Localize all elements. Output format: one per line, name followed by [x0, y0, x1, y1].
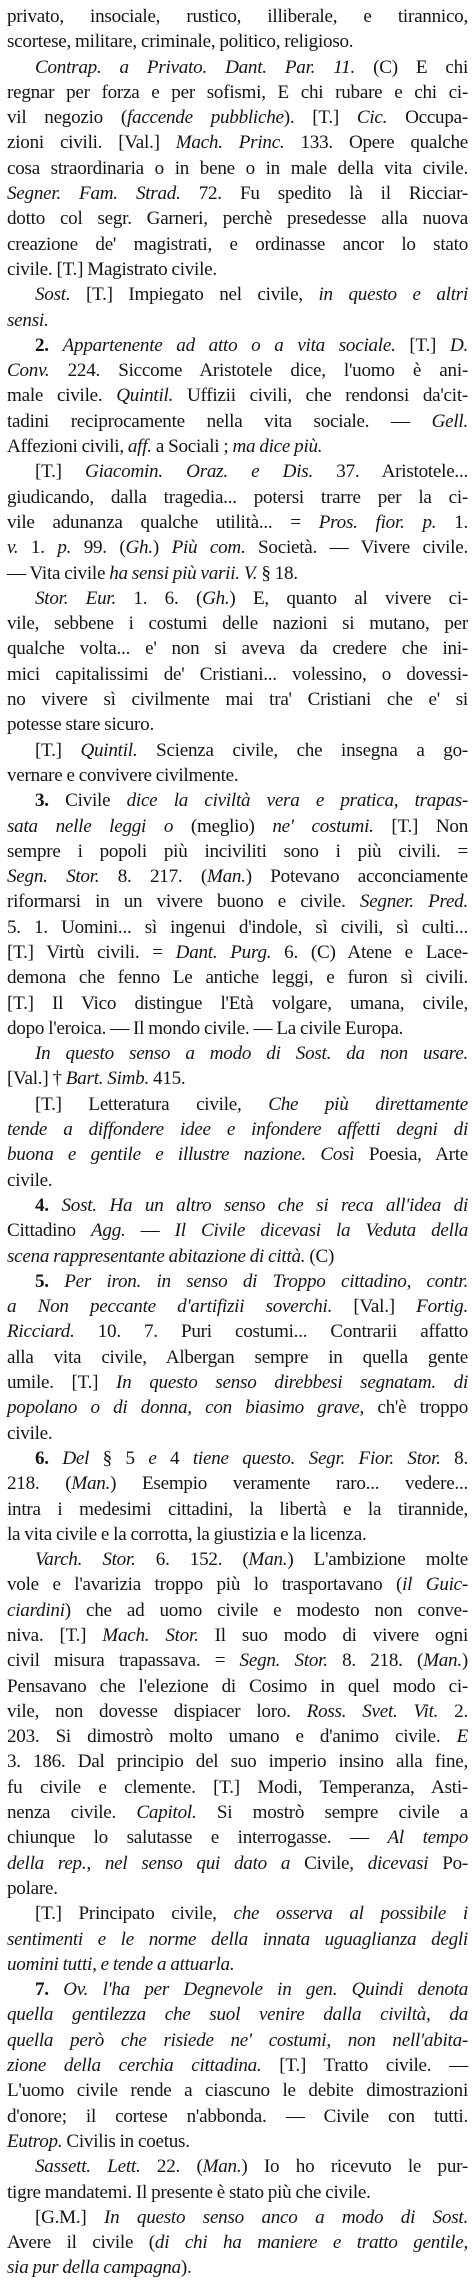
body-text: vil negozio ( — [7, 107, 127, 129]
body-text: male civile. — [7, 385, 117, 407]
text-line — [7, 839, 468, 864]
italic-text: Man. — [423, 1650, 462, 1672]
italic-text: uomini tutti, e tende a attuarla. — [7, 1953, 235, 1975]
text-line — [7, 308, 468, 333]
body-text: Pensavano che l'elezione di Cosimo in quel modo ci- — [7, 1675, 468, 1697]
text-line — [7, 282, 468, 307]
text-line — [7, 1446, 468, 1471]
italic-text: sentimenti e le norme della innata uguaglianza degli — [7, 1928, 468, 1950]
text-line — [7, 1927, 468, 1952]
text-line — [7, 1497, 468, 1522]
section-number: 5. — [35, 1270, 49, 1292]
italic-text: Eutrop. — [7, 2130, 63, 2152]
text-line — [7, 1016, 468, 1041]
italic-text: Mach. Princ. — [175, 132, 285, 154]
text-line — [7, 662, 468, 687]
text-line — [7, 358, 468, 383]
text-line — [7, 1370, 468, 1395]
body-text: 3. 186. Dal principio del suo imperio insino alla fine, — [7, 1751, 468, 1773]
body-text: [T.] Virtù civili. = — [7, 941, 176, 963]
italic-text: aff. — [127, 436, 152, 458]
body-text: cosa straordinaria o in bene o in male della vita civile. — [7, 157, 468, 179]
italic-text: Stor. Eur. — [35, 587, 116, 609]
italic-text: Per iron. in senso di Troppo cittadino, contr. — [64, 1270, 468, 1292]
text-line — [7, 130, 468, 155]
body-text: civile. — [7, 1169, 53, 1191]
body-text: 6. (C) Atene e Lace- — [271, 941, 468, 963]
text-line — [7, 333, 468, 358]
text-line — [7, 561, 468, 586]
body-text: ) — [152, 537, 172, 559]
body-text: L'uomo civile rende a ciascuno le debite dimostrazioni — [7, 2080, 468, 2102]
section-number: 2. — [35, 334, 49, 356]
body-text: scortese, militare, criminale, politico, religioso. — [7, 31, 354, 53]
text-line — [7, 1547, 468, 1572]
body-text: 415. — [149, 1068, 186, 1090]
italic-text: e — [148, 1447, 157, 1469]
body-text: (C) — [305, 1245, 335, 1267]
italic-text: Segner. Fam. Strad. — [7, 183, 181, 205]
text-line — [7, 485, 468, 510]
text-line — [7, 1345, 468, 1370]
italic-text: ha sensi più varii. V. — [109, 562, 258, 584]
italic-text: Ross. Svet. Vit. — [306, 1700, 439, 1722]
body-text: 218. ( — [7, 1473, 72, 1495]
text-line — [7, 1724, 468, 1749]
body-text — [306, 1144, 320, 1165]
italic-text: Man. — [71, 1473, 111, 1495]
italic-text: Appartenente ad atto o a vita sociale. — [62, 334, 396, 356]
body-text: Civile, — [290, 1852, 368, 1874]
text-line — [7, 738, 468, 763]
text-line — [7, 1193, 468, 1218]
body-text — [49, 1271, 64, 1292]
body-text: 1. — [436, 511, 469, 533]
body-text: niva. [T.] — [7, 1625, 103, 1646]
body-text: 133. Opere qualche — [284, 132, 468, 154]
italic-text: Bart. Simb. — [65, 1068, 150, 1090]
text-line — [7, 2230, 468, 2255]
body-text: ) Io ho ricevuto le pur- — [241, 2156, 468, 2178]
body-text: potesse stare sicuro. — [7, 714, 154, 736]
body-text: ) che ad uomo civile e modesto non conve- — [64, 1599, 468, 1621]
text-line — [7, 1749, 468, 1774]
text-line — [7, 1319, 468, 1344]
italic-text: quella però che risiede ne' costumi, non nell'abita- — [7, 2029, 468, 2051]
italic-text: Ov. l'ha per Degnevole in gen. Quindi denota — [63, 1979, 468, 2001]
body-text — [295, 1448, 309, 1469]
body-text: [T.] Letteratura civile, — [35, 1093, 269, 1115]
body-text — [49, 1195, 62, 1216]
text-line — [7, 1977, 468, 2002]
italic-text: ciardini — [7, 1599, 65, 1621]
italic-text: Sost. Ha un altro senso che si reca all'idea di — [61, 1194, 468, 1216]
body-text: ). [T.] — [283, 107, 357, 129]
italic-text: Sassett. Lett. — [35, 2156, 141, 2178]
italic-text: Giacomin. Oraz. e Dis. — [85, 461, 313, 483]
body-text: polare. — [7, 1877, 58, 1899]
text-line — [7, 1572, 468, 1597]
body-text: qualche volta... e' non si aveva da credere che ini- — [7, 638, 468, 660]
body-text: privato, insociale, rustico, illiberale, e tirannico, — [7, 6, 468, 27]
italic-text: Pros. fior. p. — [318, 511, 437, 533]
text-line — [7, 510, 468, 535]
text-line — [7, 1294, 468, 1319]
body-text: sempre i popoli più inciviliti sono i più civili. = — [7, 840, 468, 862]
body-text: vile, sebbene i costumi delle nazioni si mutano, per — [7, 613, 468, 635]
italic-text: Così — [320, 1144, 355, 1166]
body-text: ). — [180, 2257, 192, 2279]
italic-text: sia pur della campagna — [7, 2257, 181, 2279]
text-line — [7, 2028, 468, 2053]
section-number: 3. — [35, 790, 49, 812]
section-number: 4. — [35, 1194, 49, 1216]
body-text: 1. 6. ( — [115, 587, 203, 609]
text-line — [7, 156, 468, 181]
body-text: dopo l'eroica. — Il mondo civile. — La civile Europa. — [7, 1017, 404, 1039]
italic-text: Quintil. — [116, 385, 174, 407]
italic-text: di chi ha maniere e tratto gentile, — [154, 2232, 468, 2254]
body-text: civile. [T.] Magistrato civile. — [7, 258, 217, 280]
italic-text: Il Civile dicevasi la Veduta della — [174, 1220, 469, 1242]
italic-text: Che più direttamente — [268, 1093, 469, 1115]
text-line — [7, 2154, 468, 2179]
body-text: demona che fenno Le antiche leggi, e furon sì civili. — [7, 967, 468, 989]
body-text: ) Potevano acconciamente — [245, 866, 468, 888]
body-text — [49, 335, 63, 356]
body-text: ) Esempio veramente raro... vedere... — [110, 1473, 468, 1495]
italic-text: Quintil. — [80, 739, 138, 761]
text-line — [7, 1092, 468, 1117]
text-line — [7, 814, 468, 839]
text-line — [7, 1952, 468, 1977]
body-text: chiunque lo salutasse e interrogasse. — — [7, 1827, 388, 1849]
section-number: 7. — [35, 1979, 49, 2001]
text-line — [7, 459, 468, 484]
text-line — [7, 1218, 468, 1243]
text-line — [7, 181, 468, 206]
italic-text: Dant. Purg. — [175, 941, 272, 963]
body-text: Uffizii civili, che rendonsi da'cit- — [173, 385, 468, 407]
text-line — [7, 1522, 468, 1547]
italic-text: tiene questo. — [192, 1447, 296, 1469]
text-line — [7, 1699, 468, 1724]
body-text: [Val.] † — [7, 1068, 66, 1090]
body-text: zioni civili. [Val.] — [7, 132, 176, 154]
text-line — [7, 105, 468, 130]
text-line — [7, 2104, 468, 2129]
body-text: tadini reciprocamente nella vita sociale. — — [7, 410, 432, 432]
italic-text: Segn. Stor. — [239, 1650, 328, 1672]
body-text: giudicando, dalla tragedia... potersi trarre per la ci- — [7, 486, 468, 508]
body-text: regnar per forza e per sofismi, E chi rubare e chi ci- — [7, 81, 468, 103]
body-text: Il suo modo di vivere ogni — [198, 1625, 468, 1646]
italic-text: In questo senso direbbesi segnatam. di — [116, 1372, 469, 1394]
text-line — [7, 1471, 468, 1496]
italic-text: della rep., nel senso qui dato a — [7, 1852, 291, 1874]
body-text: ) — [461, 1650, 468, 1672]
body-text: vile, non dovesse dispiacer loro. — [7, 1700, 307, 1722]
body-text: riformarsi in un vivere buono e civile. — [7, 891, 360, 913]
body-text: civil misura trapassava. = — [7, 1650, 240, 1672]
body-text: Scienza civile, che insegna a go- — [137, 739, 468, 761]
body-text: 1. — [18, 537, 58, 559]
body-text: Occupa- — [387, 107, 468, 129]
text-line — [7, 1142, 468, 1167]
body-text: tigre mandatemi. Il presente è stato più che civile. — [7, 2181, 371, 2203]
body-text: a Sociali ; — [151, 436, 233, 458]
body-text: [T.] Principato civile, — [35, 1903, 234, 1925]
text-line — [7, 636, 468, 661]
body-text: creazione de' magistrati, e ordinasse ancor lo stato — [7, 233, 468, 255]
text-line — [7, 1825, 468, 1850]
body-text: vernare e convivere civilmente. — [7, 764, 239, 786]
text-line — [7, 1066, 468, 1091]
body-text: 2. — [438, 1700, 468, 1722]
body-text: 10. 7. Puri costumi... Contrarii affatto — [74, 1321, 468, 1343]
text-line — [7, 2078, 468, 2103]
body-text: 72. Fu spedito là il Ricciar- — [180, 183, 468, 205]
text-line — [7, 586, 468, 611]
body-text: [G.M.] — [35, 2206, 105, 2228]
body-text: vole e l'avarizia troppo più lo trasportavano ( — [7, 1574, 403, 1596]
body-text: 99. ( — [71, 537, 126, 559]
body-text: — Vita civile — [7, 562, 110, 584]
body-text — [49, 1448, 63, 1469]
body-text: dotto col segr. Garneri, perchè presedesse alla nuova — [7, 208, 468, 230]
italic-text: Varch. Stor. — [35, 1549, 136, 1571]
body-text: Società. — Vivere civile. — [245, 537, 468, 559]
italic-text: In questo senso a modo di Sost. da non usare. — [35, 1043, 468, 1065]
text-line — [7, 1117, 468, 1142]
text-line — [7, 788, 468, 813]
text-line — [7, 965, 468, 990]
text-line — [7, 2205, 468, 2230]
italic-text: Conv. — [7, 360, 50, 382]
italic-text: tende a diffondere idee e infondere affetti degni di — [7, 1119, 468, 1141]
italic-text: In questo senso anco a modo di Sost. — [104, 2206, 468, 2228]
italic-text: quella gentilezza che suol venire dalla civiltà, da — [7, 2004, 468, 2026]
italic-text: Segner. Pred. — [359, 891, 468, 913]
italic-text: Gh. — [202, 587, 230, 609]
body-text: 8. — [440, 1447, 469, 1469]
italic-text: Man. — [202, 2156, 242, 2178]
text-line — [7, 1041, 468, 1066]
body-text: § 18. — [257, 562, 298, 584]
text-line — [7, 4, 468, 29]
italic-text: scena rappresentante abitazione di città. — [7, 1245, 306, 1267]
body-text: no vivere sì civilmente mai tra' Cristiani che e' si — [7, 689, 468, 711]
text-line — [7, 1244, 468, 1269]
body-text: [T.] Impiegato nel civile, — [70, 284, 319, 306]
text-line — [7, 1395, 468, 1420]
italic-text: Contrap. a Privato. Dant. Par. 11. — [35, 56, 355, 78]
body-text: nenza civile. — [7, 1802, 137, 1824]
italic-text: Mach. Stor. — [102, 1625, 199, 1646]
body-text: 5. 1. Uomini... sì ingenui d'indole, sì civili, sì culti... — [7, 916, 468, 938]
body-text: — — [125, 1220, 175, 1242]
italic-text: in questo e altri — [318, 284, 469, 306]
italic-text: popolano o di donna, con biasimo grave, — [7, 1397, 365, 1419]
text-line — [7, 1775, 468, 1800]
italic-text: Del — [62, 1447, 90, 1469]
body-text: Civilis in coetus. — [62, 2130, 190, 2152]
text-line — [7, 409, 468, 434]
body-text: [Val.] — [332, 1296, 417, 1318]
body-text: 203. Si dimostrò molto umano e d'animo civile. — [7, 1726, 457, 1748]
text-line — [7, 1598, 468, 1623]
body-text: Poesia, Arte — [354, 1144, 468, 1166]
body-text: 37. Aristotele... — [312, 461, 468, 483]
body-text: vile adunanza qualche utilità... = — [7, 511, 319, 533]
italic-text: Gell. — [431, 410, 468, 432]
body-text: 6. 152. ( — [135, 1549, 249, 1571]
text-line — [7, 257, 468, 282]
body-text: mici capitalissimi de' Cristiani... volessino, o dovessi- — [7, 663, 468, 685]
text-line — [7, 763, 468, 788]
text-line — [7, 940, 468, 965]
text-line — [7, 1876, 468, 1901]
body-text: la vita civile e la corrotta, la giustizia e la licenza. — [7, 1523, 367, 1545]
text-line — [7, 712, 468, 737]
body-text: [T.] Non — [373, 815, 469, 837]
text-line — [7, 2180, 468, 2205]
body-text: alla vita civile, Albergan sempre in quella gente — [7, 1346, 468, 1368]
italic-text: Fortig. — [416, 1296, 468, 1318]
italic-text: Man. — [206, 866, 246, 888]
italic-text: il Guic- — [402, 1574, 469, 1596]
text-line — [7, 2002, 468, 2027]
italic-text: Man. — [248, 1549, 288, 1571]
text-line — [7, 915, 468, 940]
italic-text: che osserva al possibile i — [233, 1903, 468, 1925]
body-text: [T.] Tratto civile. — — [261, 2055, 468, 2077]
text-line — [7, 383, 468, 408]
body-text: Si mostrò sempre civile a — [196, 1802, 469, 1824]
italic-text: ne' costumi. — [272, 815, 374, 837]
text-line — [7, 1851, 468, 1876]
text-line — [7, 1168, 468, 1193]
italic-text: a Non peccante d'artifizii soverchi. — [7, 1296, 333, 1318]
body-text: Civile — [48, 790, 127, 812]
body-text: (meglio) — [173, 815, 273, 837]
italic-text: buona e gentile e illustre nazione. — [7, 1144, 306, 1166]
text-line — [7, 1800, 468, 1825]
italic-text: Segr. Fior. Stor. — [308, 1447, 441, 1469]
text-line — [7, 232, 468, 257]
body-text: 22. ( — [140, 2156, 203, 2178]
italic-text: Segn. Stor. — [7, 866, 100, 888]
italic-text: Ricciard. — [7, 1321, 75, 1343]
body-text: Affezioni civili, — [7, 436, 128, 458]
text-line — [7, 1901, 468, 1926]
italic-text: D. — [449, 334, 468, 356]
italic-text: dicevasi — [367, 1852, 429, 1874]
italic-text: E — [456, 1726, 468, 1748]
text-line — [7, 889, 468, 914]
text-line — [7, 2053, 468, 2078]
italic-text: Cic. — [356, 107, 388, 129]
body-text: ) L'ambizione molte — [287, 1549, 468, 1571]
body-text: d'onore; il cortese n'abbonda. — Civile con tutti. — [7, 2105, 468, 2127]
body-text: [T.] — [35, 461, 86, 483]
body-text: § 5 — [89, 1447, 149, 1469]
text-line — [7, 1623, 468, 1648]
text-line — [7, 29, 468, 54]
italic-text: p. — [57, 537, 72, 559]
body-text: [T.] — [395, 334, 450, 356]
text-line — [7, 206, 468, 231]
body-text: umile. [T.] — [7, 1372, 117, 1394]
italic-text: Agg. — [90, 1220, 126, 1242]
text-line — [7, 2129, 468, 2154]
body-text: ) E, quanto al vivere ci- — [229, 587, 468, 609]
body-text: 224. Siccome Aristotele dice, l'uomo è ani- — [49, 360, 468, 382]
italic-text: ma dice più. — [232, 436, 323, 458]
text-line — [7, 1674, 468, 1699]
italic-text: dice la civiltà vera e pratica, trapas- — [126, 790, 468, 812]
italic-text: sensi. — [7, 309, 49, 331]
body-text — [49, 1979, 63, 2000]
body-text: [T.] — [35, 739, 81, 761]
text-line — [7, 2255, 468, 2280]
italic-text: Al tempo — [387, 1827, 468, 1849]
body-text: Avere il civile ( — [7, 2232, 155, 2254]
body-text: ch'è troppo — [364, 1397, 468, 1419]
text-line — [7, 80, 468, 105]
text-line — [7, 611, 468, 636]
italic-text: zione della cerchia cittadina. — [7, 2055, 262, 2077]
text-line — [7, 864, 468, 889]
italic-text: sata nelle leggi o — [7, 815, 174, 837]
text-line — [7, 687, 468, 712]
text-line — [7, 434, 468, 459]
body-text: (C) E chi — [355, 56, 468, 78]
italic-text: Sost. — [35, 284, 71, 306]
italic-text: Capitol. — [136, 1802, 197, 1824]
body-text: 8. 217. ( — [99, 866, 207, 888]
italic-text: Più com. — [171, 537, 246, 559]
body-text: 4 — [156, 1447, 193, 1469]
section-number: 6. — [35, 1447, 49, 1469]
italic-text: v. — [7, 537, 19, 559]
italic-text: Gh. — [125, 537, 153, 559]
body-text: civile. — [7, 1422, 53, 1444]
text-line — [7, 991, 468, 1016]
body-text: intra i medesimi cittadini, la libertà e la tirannide, — [7, 1498, 468, 1520]
body-text: fu civile e clemente. [T.] Modi, Temperanza, Asti- — [7, 1776, 468, 1798]
italic-text: faccende pubbliche — [126, 107, 284, 129]
body-text: Po- — [428, 1852, 468, 1874]
body-text: Cittadino — [7, 1220, 91, 1242]
body-text: [T.] Il Vico distingue l'Età volgare, umana, civile, — [7, 992, 468, 1014]
text-line — [7, 55, 468, 80]
text-line — [7, 1648, 468, 1673]
text-line — [7, 1269, 468, 1294]
body-text: 8. 218. ( — [327, 1650, 424, 1672]
text-line — [7, 535, 468, 560]
text-line — [7, 1421, 468, 1446]
